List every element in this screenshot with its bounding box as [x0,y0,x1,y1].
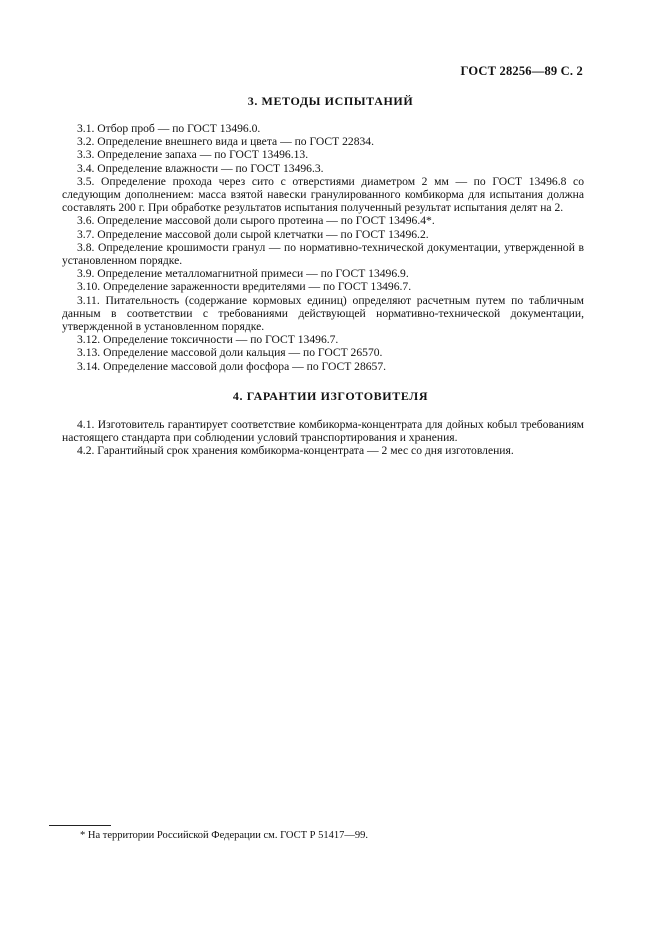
clause-3-6: 3.6. Определение массовой доли сырого протеина — по ГОСТ 13496.4*. [77,214,435,228]
clause-3-8: 3.8. Определение крошимости гранул — по нормативно-технической документации, утвержденной в установленном порядке. [62,240,584,268]
section-title-guarantees: 4. ГАРАНТИИ ИЗГОТОВИТЕЛЯ [232,389,429,403]
clause-3-14: 3.14. Определение массовой доли фосфора — по ГОСТ 28657. [77,359,387,373]
clause-3-4: 3.4. Определение влажности — по ГОСТ 13496.3. [77,161,324,175]
section-title-methods: 3. МЕТОДЫ ИСПЫТАНИЙ [247,94,414,108]
clause-3-5: 3.5. Определение прохода через сито с отверстиями диаметром 2 мм — по ГОСТ 13496.8 со следующим дополнением: масса взятой навески гранулированного комбикорма для испытания должна составлять 200 г. При обработке результатов испытания полученный результат испытания делят на 2. [62,174,584,215]
clause-4-2: 4.2. Гарантийный срок хранения комбикорма-концентрата — 2 мес со дня изготовления. [77,444,514,458]
footnote-divider [49,825,111,826]
footnote: * На территории Российской Федерации см. ГОСТ Р 51417—99. [80,830,368,841]
clause-3-11: 3.11. Питательность (содержание кормовых единиц) определяют расчетным путем по табличным данным в соответствии с требованиями действующей нормативно-технической документации, утвержденной в установленном порядке. [62,293,584,334]
clause-4-1: 4.1. Изготовитель гарантирует соответствие комбикорма-концентрата для дойных кобыл требованиям настоящего стандарта при соблюдении условий транспортирования и хранения. [62,418,584,445]
clause-3-1: 3.1. Отбор проб — по ГОСТ 13496.0. [77,122,261,135]
section-methods-body [62,122,584,373]
page-header: ГОСТ 28256—89 С. 2 [460,64,583,78]
clause-3-9: 3.9. Определение металломагнитной примеси — по ГОСТ 13496.9. [77,267,409,281]
clause-3-12: 3.12. Определение токсичности — по ГОСТ 13496.7. [77,333,339,347]
clause-3-10: 3.10. Определение зараженности вредителями — по ГОСТ 13496.7. [77,280,412,294]
clause-3-3: 3.3. Определение запаха — по ГОСТ 13496.13. [77,148,309,162]
section-guarantees-body [62,418,584,458]
clause-3-2: 3.2. Определение внешнего вида и цвета — по ГОСТ 22834. [77,135,374,149]
clause-3-13: 3.13. Определение массовой доли кальция — по ГОСТ 26570. [77,346,383,360]
clause-3-7: 3.7. Определение массовой доли сырой клетчатки — по ГОСТ 13496.2. [77,227,429,241]
